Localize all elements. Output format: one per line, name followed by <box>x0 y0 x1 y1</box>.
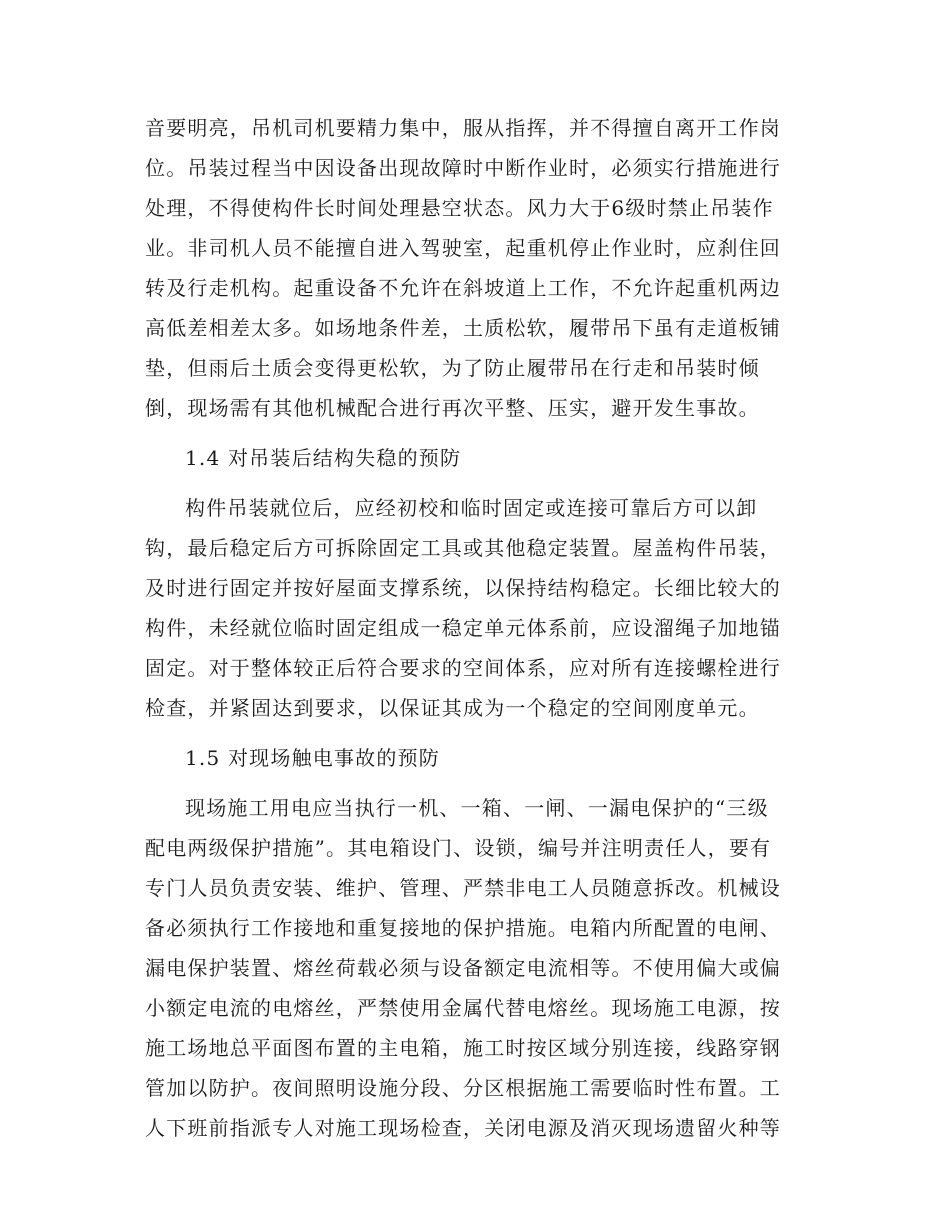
paragraph-line: 施工场地总平面图布置的主电箱，施工时按区域分别连接，线路穿钢 <box>145 1036 781 1060</box>
paragraph-line: 配电两级保护措施”。其电箱设门、设锁，编号并注明责任人，要有 <box>145 836 772 860</box>
paragraph-line: 构件吊装就位后，应经初校和临时固定或连接可靠后方可以卸 <box>185 496 758 520</box>
paragraph-line: 垫，但雨后土质会变得更松软，为了防止履带吊在行走和吊装时倾 <box>145 356 760 380</box>
paragraph-line: 现场施工用电应当执行一机、一箱、一闸、一漏电保护的“三级 <box>185 796 769 820</box>
paragraph-line: 构件，未经就位临时固定组成一稳定单元体系前，应设溜绳子加地锚 <box>145 616 781 640</box>
paragraph-line: 专门人员负责安装、维护、管理、严禁非电工人员随意拆改。机械设 <box>145 876 781 900</box>
paragraph-line: 转及行走机构。起重设备不允许在斜坡道上工作，不允许起重机两边 <box>145 276 781 300</box>
paragraph-line: 管加以防护。夜间照明设施分段、分区根据施工需要临时性布置。工 <box>145 1076 781 1100</box>
paragraph-line: 钩，最后稳定后方可拆除固定工具或其他稳定装置。屋盖构件吊装， <box>145 536 781 560</box>
paragraph-line: 及时进行固定并按好屋面支撑系统，以保持结构稳定。长细比较大的 <box>145 576 781 600</box>
paragraph-line: 音要明亮，吊机司机要精力集中，服从指挥，并不得擅自离开工作岗 <box>145 116 781 140</box>
paragraph-line: 倒，现场需有其他机械配合进行再次平整、压实，避开发生事故。 <box>145 396 760 420</box>
paragraph-line: 高低差相差太多。如场地条件差，土质松软，履带吊下虽有走道板铺 <box>145 316 781 340</box>
paragraph-line: 小额定电流的电熔丝，严禁使用金属代替电熔丝。现场施工电源，按 <box>145 996 781 1020</box>
paragraph-line: 处理，不得使构件长时间处理悬空状态。风力大于6级时禁止吊装作 <box>145 196 774 220</box>
paragraph-line: 业。非司机人员不能擅自进入驾驶室，起重机停止作业时，应刹住回 <box>145 236 781 260</box>
paragraph-line: 人下班前指派专人对施工现场检查，关闭电源及消灭现场遗留火种等 <box>145 1116 781 1140</box>
paragraph-line: 漏电保护装置、熔丝荷载必须与设备额定电流相等。不使用偏大或偏 <box>145 956 781 980</box>
paragraph-line: 备必须执行工作接地和重复接地的保护措施。电箱内所配置的电闸、 <box>145 916 781 940</box>
section-heading: 1.4 对吊装后结构失稳的预防 <box>185 446 462 470</box>
section-heading: 1.5 对现场触电事故的预防 <box>185 746 440 770</box>
paragraph-line: 固定。对于整体较正后符合要求的空间体系，应对所有连接螺栓进行 <box>145 656 781 680</box>
paragraph-line: 位。吊装过程当中因设备出现故障时中断作业时，必须实行措施进行 <box>145 156 781 180</box>
paragraph-line: 检查，并紧固达到要求，以保证其成为一个稳定的空间刚度单元。 <box>145 696 760 720</box>
